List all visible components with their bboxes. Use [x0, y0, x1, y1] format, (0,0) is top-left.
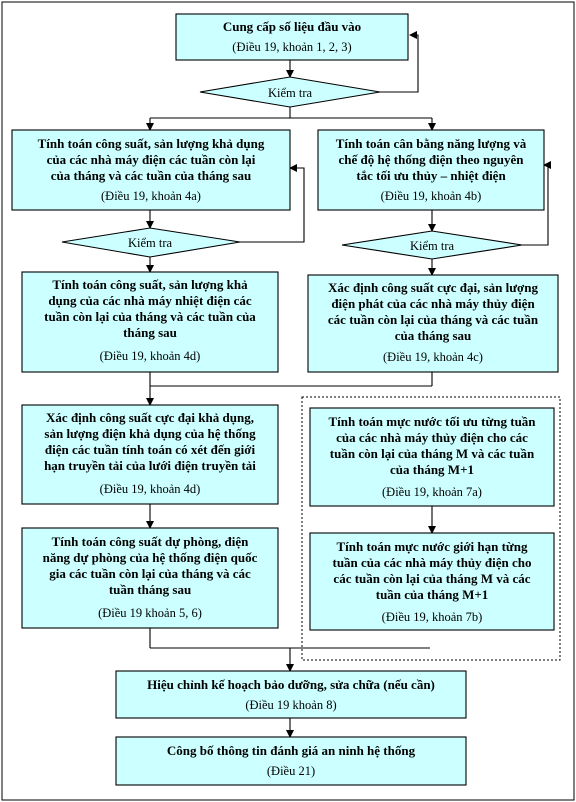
node-reserve-line-1: Tính toán công suất dự phòng, điện — [51, 534, 249, 549]
node-energy-balance — [318, 130, 544, 210]
node-water-opt-line-4: của tháng M+1 — [390, 462, 474, 477]
node-thermal-capacity — [22, 272, 278, 372]
node-maintenance-ref: (Điều 19 khoản 8) — [245, 698, 337, 712]
node-system-max-capacity — [22, 405, 278, 504]
decision-check-input-label: Kiểm tra — [267, 86, 313, 100]
node-capacity-ref: (Điều 19, khoản 4a) — [101, 189, 201, 203]
node-balance-line-2: chế độ hệ thống điện theo nguyên — [338, 152, 524, 167]
node-balance-line-3: tắc tối ưu thủy – nhiệt điện — [356, 168, 506, 183]
decision-check-balance-label: Kiểm tra — [409, 239, 455, 253]
node-input-data-title: Cung cấp số liệu đầu vào — [222, 19, 362, 34]
node-thermal-line-4: tháng sau — [123, 325, 177, 340]
node-system-line-1: Xác định công suất cực đại khả dụng, — [46, 410, 254, 425]
node-capacity-availability — [12, 130, 290, 210]
node-system-ref: (Điều 19, khoản 4d) — [99, 482, 201, 496]
node-limit-water-level — [310, 533, 554, 630]
decision-check-input — [200, 77, 380, 107]
node-thermal-ref: (Điều 19, khoản 4d) — [99, 349, 201, 363]
node-hydro-line-4: của tháng sau — [394, 328, 472, 343]
node-balance-ref: (Điều 19, khoản 4b) — [380, 189, 482, 203]
decision-check-capacity — [62, 228, 240, 257]
node-hydro-line-3: các tuần còn lại của tháng và các tuần — [327, 312, 539, 327]
node-input-data-ref: (Điều 19, khoản 1, 2, 3) — [232, 40, 352, 54]
node-water-limit-line-4: tuần của tháng M+1 — [375, 587, 489, 602]
node-optimal-water-level — [310, 408, 554, 506]
node-publish-security-info — [116, 737, 466, 785]
node-reserve-ref: (Điều 19 khoản 5, 6) — [98, 606, 202, 620]
decision-check-capacity-label: Kiểm tra — [127, 236, 173, 250]
node-input-data — [176, 14, 408, 60]
node-maintenance-plan — [116, 671, 466, 718]
node-water-opt-line-3: tuần còn lại của tháng M và các tuần — [329, 446, 535, 461]
node-reserve-line-4: tuần tháng sau — [108, 582, 192, 597]
node-thermal-line-2: dụng của các nhà máy nhiệt điện các — [48, 293, 252, 308]
node-capacity-line-3: của tháng và các tuần của tháng sau — [50, 168, 252, 183]
node-capacity-line-1: Tính toán công suất, sản lượng khả dụng — [37, 136, 265, 151]
node-water-limit-line-2: tuần của các nhà máy thủy điện cho — [332, 555, 532, 570]
node-water-limit-line-3: các tuần còn lại của tháng M và các — [333, 571, 531, 586]
node-water-opt-line-1: Tính toán mực nước tối ưu từng tuần — [328, 414, 536, 429]
node-hydro-max-capacity — [308, 275, 558, 372]
node-water-limit-ref: (Điều 19, khoản 7b) — [381, 610, 483, 624]
node-maintenance-title: Hiệu chỉnh kế hoạch bảo dưỡng, sửa chữa (nếu cần) — [147, 677, 435, 692]
node-water-opt-ref: (Điều 19, khoản 7a) — [382, 485, 482, 499]
node-balance-line-1: Tính toán cân bằng năng lượng và — [335, 136, 527, 151]
node-water-limit-line-1: Tính toán mực nước giới hạn từng — [336, 539, 528, 554]
node-thermal-line-1: Tính toán công suất, sản lượng khả — [52, 277, 248, 292]
decision-check-balance — [342, 231, 522, 259]
node-reserve-line-2: năng dự phòng của hệ thống điện quốc — [42, 550, 258, 565]
node-capacity-line-2: của các nhà máy điện các tuần còn lại — [46, 152, 256, 167]
node-thermal-line-3: tuần còn lại của tháng và các tuần của — [44, 309, 256, 324]
node-publish-ref: (Điều 21) — [266, 764, 316, 778]
node-system-line-4: hạn truyền tải của lưới điện truyền tải — [44, 458, 256, 473]
node-hydro-line-2: điện phát của các nhà máy thủy điện — [331, 296, 535, 311]
node-water-opt-line-2: của các nhà máy thủy điện cho các — [336, 430, 528, 445]
node-publish-title: Công bố thông tin đánh giá an ninh hệ thống — [166, 743, 416, 758]
node-system-line-3: điện các tuần tính toán có xét đến giới — [44, 442, 256, 457]
node-hydro-ref: (Điều 19, khoản 4c) — [383, 350, 483, 364]
node-hydro-line-1: Xác định công suất cực đại, sản lượng — [328, 280, 538, 295]
node-reserve-line-3: gia các tuần còn lại của tháng và các — [49, 566, 251, 581]
node-system-line-2: sản lượng điện khả dụng của hệ thống — [44, 426, 256, 441]
node-reserve-capacity — [22, 528, 278, 628]
